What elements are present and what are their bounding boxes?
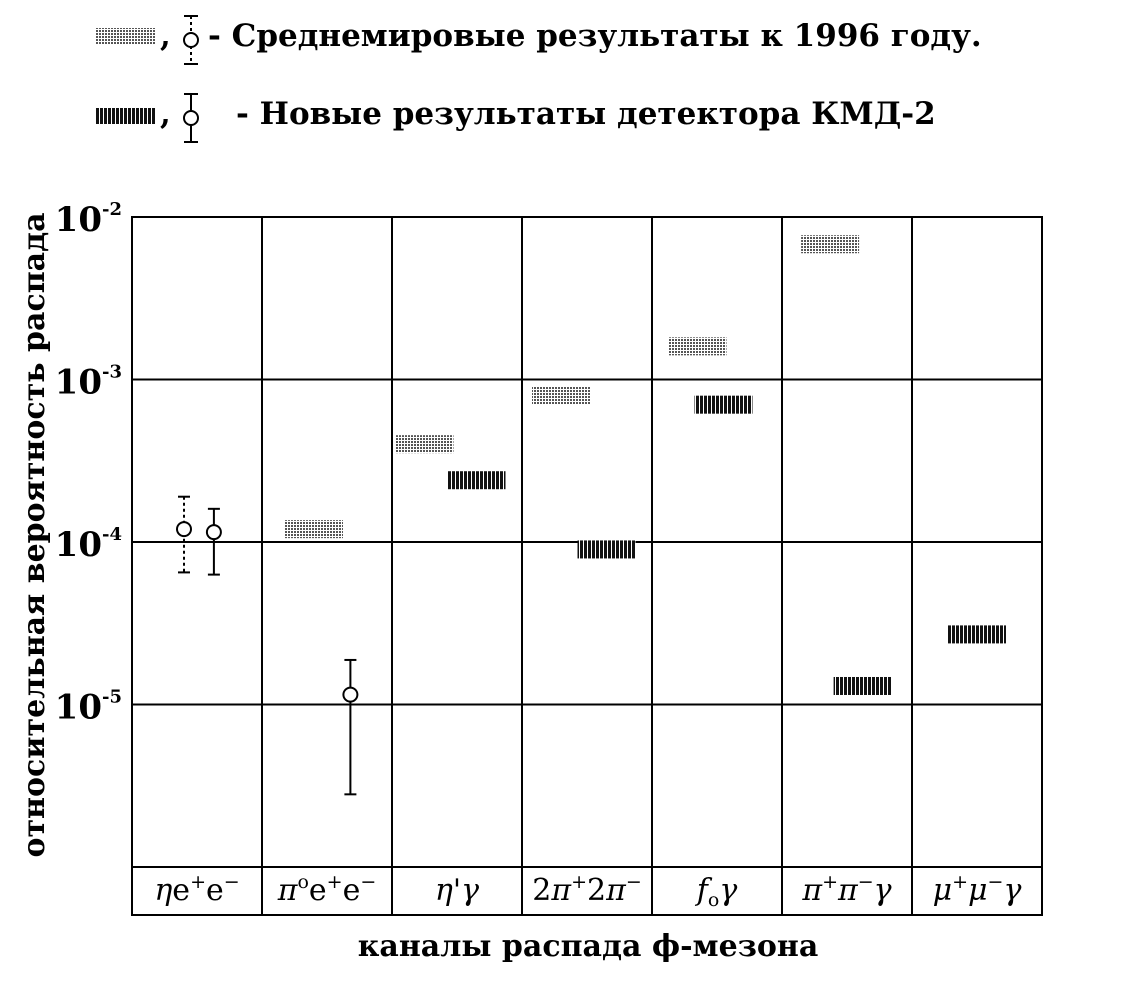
category-label-part: e [172,873,191,908]
category-label-part: μ [968,873,988,908]
y-axis-label: относительная вероятность распада [17,212,52,858]
category-label [154,871,239,908]
legend-cmd2-errorbar-marker [184,94,198,142]
category-label [801,871,891,908]
category-label-part: 2 [532,873,552,908]
legend-comma-1: , [160,18,171,54]
y-tick-base: 10 [54,362,102,403]
category-label-part: + [952,871,969,893]
category-label-part: π [802,873,823,908]
category-label [532,871,641,908]
category-label-part: − [857,871,874,893]
category-label-part: 2 [587,873,607,908]
category-label-part: η [154,873,173,908]
category-label-part: e [205,873,224,908]
legend-world-errorbar-marker [184,16,198,64]
y-tick-base: 10 [54,525,102,565]
category-label-part: − [360,871,377,893]
world-average-band [396,435,454,453]
cmd2-band [695,396,753,414]
y-tick-exponent: -2 [102,199,122,220]
cmd2-band [948,625,1006,643]
category-label-part: γ [461,873,480,908]
category-label-part: + [326,871,343,893]
y-tick-labels [55,199,122,728]
world-average-errorbar [177,497,191,573]
category-label-part: γ [1003,873,1022,908]
category-label-part: π [606,873,626,908]
y-tick-label [55,687,122,728]
plot-grid [132,217,1042,915]
category-label-part: + [190,871,206,893]
category-label-part: π [551,873,572,908]
x-axis-label: каналы распада ϕ-мезона [357,929,819,964]
category-label-part: ' [452,873,462,908]
y-tick-label [55,362,122,403]
category-label-part: − [625,871,642,893]
category-label [435,873,479,908]
category-label [695,873,738,911]
category-label-part: + [571,871,587,893]
category-label-part: − [223,871,240,893]
y-tick-label [55,199,122,240]
y-tick-exponent: -3 [102,361,122,383]
plot-frame [132,217,1042,915]
legend-cmd2-text: - Новые результаты детектора КМД-2 [236,96,936,132]
y-tick-base: 10 [54,200,102,240]
category-label-part: + [822,871,839,893]
world-average-band [532,386,590,404]
category-label-part: π [838,873,858,908]
cmd2-errorbar [343,660,357,794]
cmd2-band [578,540,636,558]
y-tick-label [55,524,122,565]
legend-world-text: - Среднемировые результаты к 1996 году. [208,18,982,54]
data-point [343,688,357,702]
world-average-band [801,235,859,253]
y-tick-exponent: -5 [102,686,122,708]
category-label-part: π [277,873,298,908]
cmd2-band [448,471,506,489]
category-label-part: γ [873,873,892,908]
category-label-part: μ [932,873,953,908]
legend-world-band-swatch [96,28,156,44]
category-label [933,871,1022,908]
data-point [207,525,221,539]
world-average-band [285,520,343,538]
legend-comma-2: , [160,96,171,132]
category-label-part: o [297,871,309,893]
data-point [177,522,191,536]
category-label-part: − [987,871,1004,893]
legend [96,16,982,142]
legend-cmd2-band-swatch [96,108,156,124]
category-label-part: f [696,873,708,908]
data-marks [177,235,1006,794]
cmd2-band [834,677,892,695]
y-tick-exponent: -4 [102,524,122,545]
category-label-part: γ [719,873,738,908]
category-label-part: e [308,873,327,908]
world-average-band [669,337,727,355]
category-label [277,871,377,908]
category-labels [154,871,1021,911]
y-tick-base: 10 [54,687,102,728]
category-label-part: e [342,873,361,908]
category-label-part: η [434,873,453,908]
category-label-part: o [707,889,720,911]
